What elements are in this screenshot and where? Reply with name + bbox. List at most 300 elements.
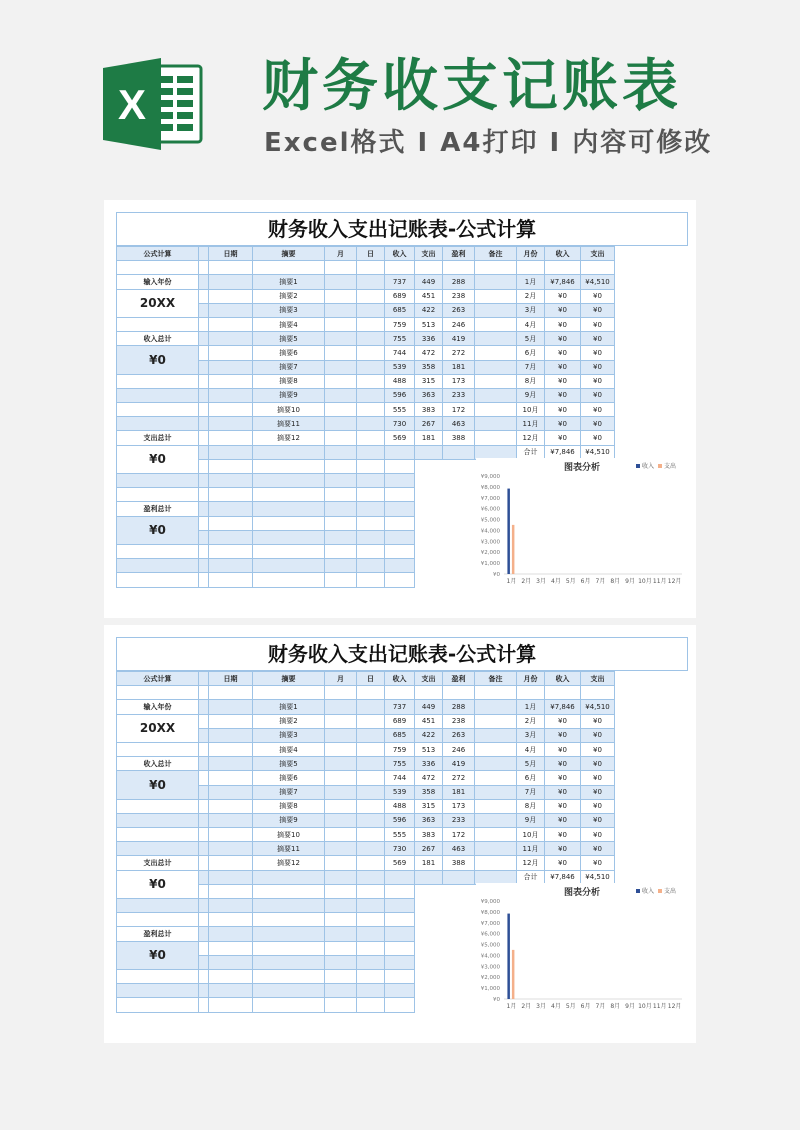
day-cell xyxy=(357,686,385,700)
month-expense-cell: ¥0 xyxy=(581,742,615,756)
total-income: ¥7,846 xyxy=(545,445,581,459)
expense-cell: 449 xyxy=(415,275,443,289)
income-cell xyxy=(385,445,415,459)
month-income-header: 收入 xyxy=(545,247,581,261)
month-label-cell: 5月 xyxy=(517,332,545,346)
y-tick-label: ¥7,000 xyxy=(480,920,500,927)
profit-total-value: ¥0 xyxy=(117,941,199,969)
month-income-cell: ¥0 xyxy=(545,771,581,785)
side-blank xyxy=(117,488,199,502)
month-cell xyxy=(325,813,357,827)
day-cell xyxy=(357,303,385,317)
date-cell xyxy=(209,799,253,813)
table-row xyxy=(117,771,615,785)
expense-cell: 181 xyxy=(415,431,443,445)
side-blank xyxy=(117,813,199,827)
month-label-cell: 2月 xyxy=(517,714,545,728)
income-cell: 689 xyxy=(385,714,415,728)
chart-area-cell xyxy=(443,559,475,573)
day-cell xyxy=(357,317,385,331)
profit-cell xyxy=(443,870,475,884)
profit-header: 盈利 xyxy=(443,672,475,686)
chart-area-cell xyxy=(443,502,475,516)
y-tick-label: ¥8,000 xyxy=(480,484,500,491)
empty-cell xyxy=(325,559,357,573)
month-income-cell: ¥0 xyxy=(545,431,581,445)
month-expense-cell: ¥0 xyxy=(581,317,615,331)
profit-cell: 388 xyxy=(443,431,475,445)
profit-total-label: 盈利总计 xyxy=(117,927,199,941)
summary-cell: 摘要5 xyxy=(253,757,325,771)
date-cell xyxy=(209,431,253,445)
income-cell: 730 xyxy=(385,842,415,856)
side-blank xyxy=(117,842,199,856)
excel-logo xyxy=(103,58,203,150)
day-cell xyxy=(357,813,385,827)
y-tick-label: ¥7,000 xyxy=(480,495,500,502)
profit-cell: 173 xyxy=(443,374,475,388)
chart-area-cell xyxy=(415,474,443,488)
sheet-title: 财务收入支出记账表-公式计算 xyxy=(116,212,688,246)
spacer-cell xyxy=(199,742,209,756)
income-total-label: 收入总计 xyxy=(117,332,199,346)
month-cell xyxy=(325,261,357,275)
month-cell xyxy=(325,332,357,346)
summary-cell: 摘要6 xyxy=(253,771,325,785)
empty-cell xyxy=(253,459,325,473)
month-label-cell: 3月 xyxy=(517,728,545,742)
summary-cell: 摘要10 xyxy=(253,828,325,842)
spacer-cell xyxy=(199,332,209,346)
date-cell xyxy=(209,445,253,459)
legend-income-swatch xyxy=(636,464,640,468)
y-tick-label: ¥2,000 xyxy=(480,975,500,982)
income-cell: 737 xyxy=(385,700,415,714)
expense-cell: 383 xyxy=(415,828,443,842)
spacer-cell xyxy=(199,899,209,913)
empty-cell xyxy=(209,459,253,473)
date-cell xyxy=(209,261,253,275)
empty-cell xyxy=(325,474,357,488)
income-cell: 759 xyxy=(385,317,415,331)
date-cell xyxy=(209,742,253,756)
month-income-cell: ¥0 xyxy=(545,332,581,346)
income-cell: 730 xyxy=(385,417,415,431)
summary-cell: 摘要4 xyxy=(253,742,325,756)
side-blank xyxy=(117,559,199,573)
spacer-cell xyxy=(199,516,209,530)
expense-cell: 449 xyxy=(415,700,443,714)
empty-cell xyxy=(209,516,253,530)
y-tick-label: ¥4,000 xyxy=(480,528,500,535)
profit-cell: 246 xyxy=(443,317,475,331)
income-cell: 555 xyxy=(385,828,415,842)
y-tick-label: ¥5,000 xyxy=(480,517,500,524)
summary-header: 摘要 xyxy=(253,672,325,686)
x-tick-label: 1月 xyxy=(506,1003,517,1010)
profit-total-value: ¥0 xyxy=(117,516,199,544)
income-header: 收入 xyxy=(385,247,415,261)
chart-area-cell xyxy=(415,998,443,1012)
day-cell xyxy=(357,856,385,870)
day-cell xyxy=(357,332,385,346)
income-total-value: ¥0 xyxy=(117,771,199,799)
chart-area-cell xyxy=(415,459,443,473)
y-tick-label: ¥4,000 xyxy=(480,953,500,960)
chart-area-cell xyxy=(443,998,475,1012)
month-label-cell: 11月 xyxy=(517,417,545,431)
month-cell xyxy=(325,728,357,742)
empty-cell xyxy=(385,544,415,558)
note-cell xyxy=(475,289,517,303)
note-cell xyxy=(475,403,517,417)
spacer-cell xyxy=(199,700,209,714)
month-income-cell: ¥0 xyxy=(545,728,581,742)
summary-cell xyxy=(253,445,325,459)
empty-cell xyxy=(209,941,253,955)
income-cell: 689 xyxy=(385,289,415,303)
month-income-cell: ¥0 xyxy=(545,388,581,402)
chart-area-cell xyxy=(415,955,443,969)
summary-cell: 摘要3 xyxy=(253,728,325,742)
month-income-cell: ¥0 xyxy=(545,785,581,799)
empty-cell xyxy=(385,884,415,898)
month-cell xyxy=(325,374,357,388)
month-col-header: 月份 xyxy=(517,672,545,686)
month-label-cell: 11月 xyxy=(517,842,545,856)
table-row xyxy=(117,388,615,402)
empty-cell xyxy=(357,530,385,544)
spacer-cell xyxy=(199,785,209,799)
month-blank xyxy=(545,261,581,275)
bar-expense xyxy=(512,950,515,999)
expense-cell: 267 xyxy=(415,417,443,431)
empty-cell xyxy=(325,969,357,983)
month-header: 月 xyxy=(325,247,357,261)
month-expense-cell: ¥0 xyxy=(581,813,615,827)
empty-cell xyxy=(209,474,253,488)
year-value: 20XX xyxy=(117,714,199,742)
spacer-cell xyxy=(199,941,209,955)
empty-cell xyxy=(357,559,385,573)
date-cell xyxy=(209,771,253,785)
bar-income xyxy=(507,489,510,574)
spacer-cell xyxy=(199,417,209,431)
y-tick-label: ¥8,000 xyxy=(480,909,500,916)
spacer-cell xyxy=(199,573,209,587)
month-cell xyxy=(325,742,357,756)
spacer-cell xyxy=(199,431,209,445)
spacer-cell xyxy=(199,544,209,558)
x-tick-label: 11月 xyxy=(652,1003,667,1010)
legend-expense-label: 支出 xyxy=(664,888,677,895)
expense-cell: 363 xyxy=(415,388,443,402)
spacer-cell xyxy=(199,459,209,473)
profit-total-label: 盈利总计 xyxy=(117,502,199,516)
month-expense-header: 支出 xyxy=(581,672,615,686)
date-cell xyxy=(209,317,253,331)
note-cell xyxy=(475,374,517,388)
month-cell xyxy=(325,403,357,417)
month-cell xyxy=(325,785,357,799)
y-tick-label: ¥6,000 xyxy=(480,931,500,938)
empty-cell xyxy=(209,884,253,898)
x-tick-label: 3月 xyxy=(536,1003,546,1010)
profit-cell: 388 xyxy=(443,856,475,870)
expense-cell: 451 xyxy=(415,714,443,728)
summary-cell: 摘要2 xyxy=(253,289,325,303)
table-row xyxy=(117,332,615,346)
note-header: 备注 xyxy=(475,672,517,686)
empty-cell xyxy=(385,927,415,941)
expense-cell: 358 xyxy=(415,360,443,374)
summary-cell: 摘要6 xyxy=(253,346,325,360)
day-cell xyxy=(357,261,385,275)
table-row xyxy=(117,742,615,756)
chart-area-cell xyxy=(443,516,475,530)
income-cell: 685 xyxy=(385,303,415,317)
spacer-cell xyxy=(199,289,209,303)
empty-cell xyxy=(385,516,415,530)
empty-cell xyxy=(357,502,385,516)
profit-cell: 173 xyxy=(443,799,475,813)
month-cell xyxy=(325,303,357,317)
day-cell xyxy=(357,799,385,813)
day-cell xyxy=(357,828,385,842)
summary-cell: 摘要8 xyxy=(253,799,325,813)
day-cell xyxy=(357,728,385,742)
day-cell xyxy=(357,757,385,771)
empty-cell xyxy=(253,927,325,941)
note-cell xyxy=(475,332,517,346)
summary-cell: 摘要12 xyxy=(253,431,325,445)
date-cell xyxy=(209,417,253,431)
profit-cell: 272 xyxy=(443,771,475,785)
total-expense: ¥4,510 xyxy=(581,870,615,884)
profit-cell: 233 xyxy=(443,388,475,402)
x-tick-label: 12月 xyxy=(667,1003,682,1010)
summary-header: 摘要 xyxy=(253,247,325,261)
spacer-cell xyxy=(199,714,209,728)
expense-cell: 422 xyxy=(415,303,443,317)
date-cell xyxy=(209,813,253,827)
total-expense: ¥4,510 xyxy=(581,445,615,459)
summary-cell: 摘要5 xyxy=(253,332,325,346)
summary-cell: 摘要8 xyxy=(253,374,325,388)
day-cell xyxy=(357,445,385,459)
spacer-cell xyxy=(199,303,209,317)
income-cell: 759 xyxy=(385,742,415,756)
month-label-cell: 9月 xyxy=(517,813,545,827)
month-label-cell: 9月 xyxy=(517,388,545,402)
note-cell xyxy=(475,813,517,827)
spacer-cell xyxy=(199,870,209,884)
note-cell xyxy=(475,317,517,331)
month-expense-cell: ¥4,510 xyxy=(581,700,615,714)
empty-cell xyxy=(385,530,415,544)
income-total-value: ¥0 xyxy=(117,346,199,374)
empty-cell xyxy=(253,899,325,913)
expense-cell xyxy=(415,445,443,459)
month-cell xyxy=(325,289,357,303)
side-blank xyxy=(117,686,199,700)
month-cell xyxy=(325,431,357,445)
month-expense-cell: ¥0 xyxy=(581,842,615,856)
x-tick-label: 11月 xyxy=(652,578,667,585)
table-row xyxy=(117,346,615,360)
date-cell xyxy=(209,346,253,360)
y-tick-label: ¥5,000 xyxy=(480,942,500,949)
month-cell xyxy=(325,870,357,884)
month-income-cell: ¥0 xyxy=(545,374,581,388)
empty-cell xyxy=(253,559,325,573)
profit-cell: 238 xyxy=(443,289,475,303)
empty-cell xyxy=(253,474,325,488)
month-income-cell: ¥0 xyxy=(545,757,581,771)
x-tick-label: 1月 xyxy=(506,578,517,585)
empty-cell xyxy=(357,459,385,473)
month-blank xyxy=(517,686,545,700)
month-label-cell: 7月 xyxy=(517,785,545,799)
note-cell xyxy=(475,346,517,360)
month-expense-cell: ¥0 xyxy=(581,374,615,388)
sheet-preview-2 xyxy=(104,625,696,1043)
income-cell: 555 xyxy=(385,403,415,417)
y-tick-label: ¥9,000 xyxy=(480,474,500,480)
day-cell xyxy=(357,714,385,728)
table-row xyxy=(117,417,615,431)
month-income-cell: ¥0 xyxy=(545,742,581,756)
x-tick-label: 8月 xyxy=(610,578,621,585)
empty-cell xyxy=(325,884,357,898)
empty-cell xyxy=(385,984,415,998)
day-cell xyxy=(357,842,385,856)
income-cell: 488 xyxy=(385,374,415,388)
month-income-cell: ¥0 xyxy=(545,828,581,842)
empty-cell xyxy=(253,573,325,587)
income-cell: 744 xyxy=(385,346,415,360)
income-cell: 596 xyxy=(385,813,415,827)
expense-cell: 267 xyxy=(415,842,443,856)
empty-cell xyxy=(385,488,415,502)
month-blank xyxy=(517,261,545,275)
expense-cell: 315 xyxy=(415,374,443,388)
month-income-cell: ¥0 xyxy=(545,714,581,728)
empty-cell xyxy=(357,544,385,558)
chart-area-cell xyxy=(415,969,443,983)
month-label-cell: 8月 xyxy=(517,374,545,388)
side-blank xyxy=(117,374,199,388)
empty-cell xyxy=(385,474,415,488)
month-label-cell: 4月 xyxy=(517,317,545,331)
profit-cell: 288 xyxy=(443,275,475,289)
expense-cell: 181 xyxy=(415,856,443,870)
month-income-cell: ¥0 xyxy=(545,289,581,303)
day-cell xyxy=(357,742,385,756)
date-cell xyxy=(209,289,253,303)
month-blank xyxy=(581,686,615,700)
month-income-cell: ¥0 xyxy=(545,856,581,870)
spacer-cell xyxy=(199,771,209,785)
month-blank xyxy=(581,261,615,275)
spacer-cell xyxy=(199,828,209,842)
empty-cell xyxy=(209,573,253,587)
month-income-cell: ¥0 xyxy=(545,303,581,317)
month-expense-cell: ¥4,510 xyxy=(581,275,615,289)
x-tick-label: 6月 xyxy=(580,1003,591,1010)
empty-cell xyxy=(385,559,415,573)
spacer-cell xyxy=(199,969,209,983)
profit-header: 盈利 xyxy=(443,247,475,261)
profit-cell: 463 xyxy=(443,842,475,856)
day-cell xyxy=(357,785,385,799)
expense-cell: 513 xyxy=(415,317,443,331)
day-cell xyxy=(357,388,385,402)
month-income-cell: ¥0 xyxy=(545,813,581,827)
empty-cell xyxy=(385,573,415,587)
legend-income-label: 收入 xyxy=(642,463,655,470)
chart-area-cell xyxy=(443,913,475,927)
month-expense-cell: ¥0 xyxy=(581,289,615,303)
spacer xyxy=(199,672,209,686)
note-cell xyxy=(475,714,517,728)
summary-cell: 摘要4 xyxy=(253,317,325,331)
day-cell xyxy=(357,275,385,289)
month-label-cell: 1月 xyxy=(517,700,545,714)
total-label: 合计 xyxy=(517,445,545,459)
summary-cell: 摘要9 xyxy=(253,813,325,827)
date-cell xyxy=(209,275,253,289)
profit-cell: 272 xyxy=(443,346,475,360)
date-cell xyxy=(209,360,253,374)
y-tick-label: ¥6,000 xyxy=(480,506,500,513)
summary-cell: 摘要1 xyxy=(253,700,325,714)
month-income-cell: ¥7,846 xyxy=(545,275,581,289)
income-cell: 737 xyxy=(385,275,415,289)
expense-cell: 336 xyxy=(415,332,443,346)
total-income: ¥7,846 xyxy=(545,870,581,884)
empty-cell xyxy=(357,927,385,941)
page-title: 财务收支记账表 xyxy=(262,54,682,119)
formula-header: 公式计算 xyxy=(117,672,199,686)
chart-analysis xyxy=(476,883,688,1027)
date-cell xyxy=(209,842,253,856)
month-cell xyxy=(325,799,357,813)
chart-area-cell xyxy=(415,573,443,587)
side-blank xyxy=(117,261,199,275)
chart-area-cell xyxy=(443,941,475,955)
date-cell xyxy=(209,785,253,799)
month-income-cell: ¥0 xyxy=(545,346,581,360)
side-blank xyxy=(117,899,199,913)
month-income-cell: ¥0 xyxy=(545,417,581,431)
chart-area-cell xyxy=(443,474,475,488)
chart-area-cell xyxy=(443,955,475,969)
profit-cell: 172 xyxy=(443,828,475,842)
empty-cell xyxy=(209,998,253,1012)
expense-total-label: 支出总计 xyxy=(117,431,199,445)
month-label-cell: 8月 xyxy=(517,799,545,813)
empty-cell xyxy=(253,984,325,998)
chart-area-cell xyxy=(443,969,475,983)
month-expense-cell: ¥0 xyxy=(581,785,615,799)
chart-area-cell xyxy=(415,559,443,573)
note-cell xyxy=(475,431,517,445)
summary-cell: 摘要3 xyxy=(253,303,325,317)
table-row xyxy=(117,289,615,303)
empty-cell xyxy=(209,544,253,558)
expense-cell: 358 xyxy=(415,785,443,799)
